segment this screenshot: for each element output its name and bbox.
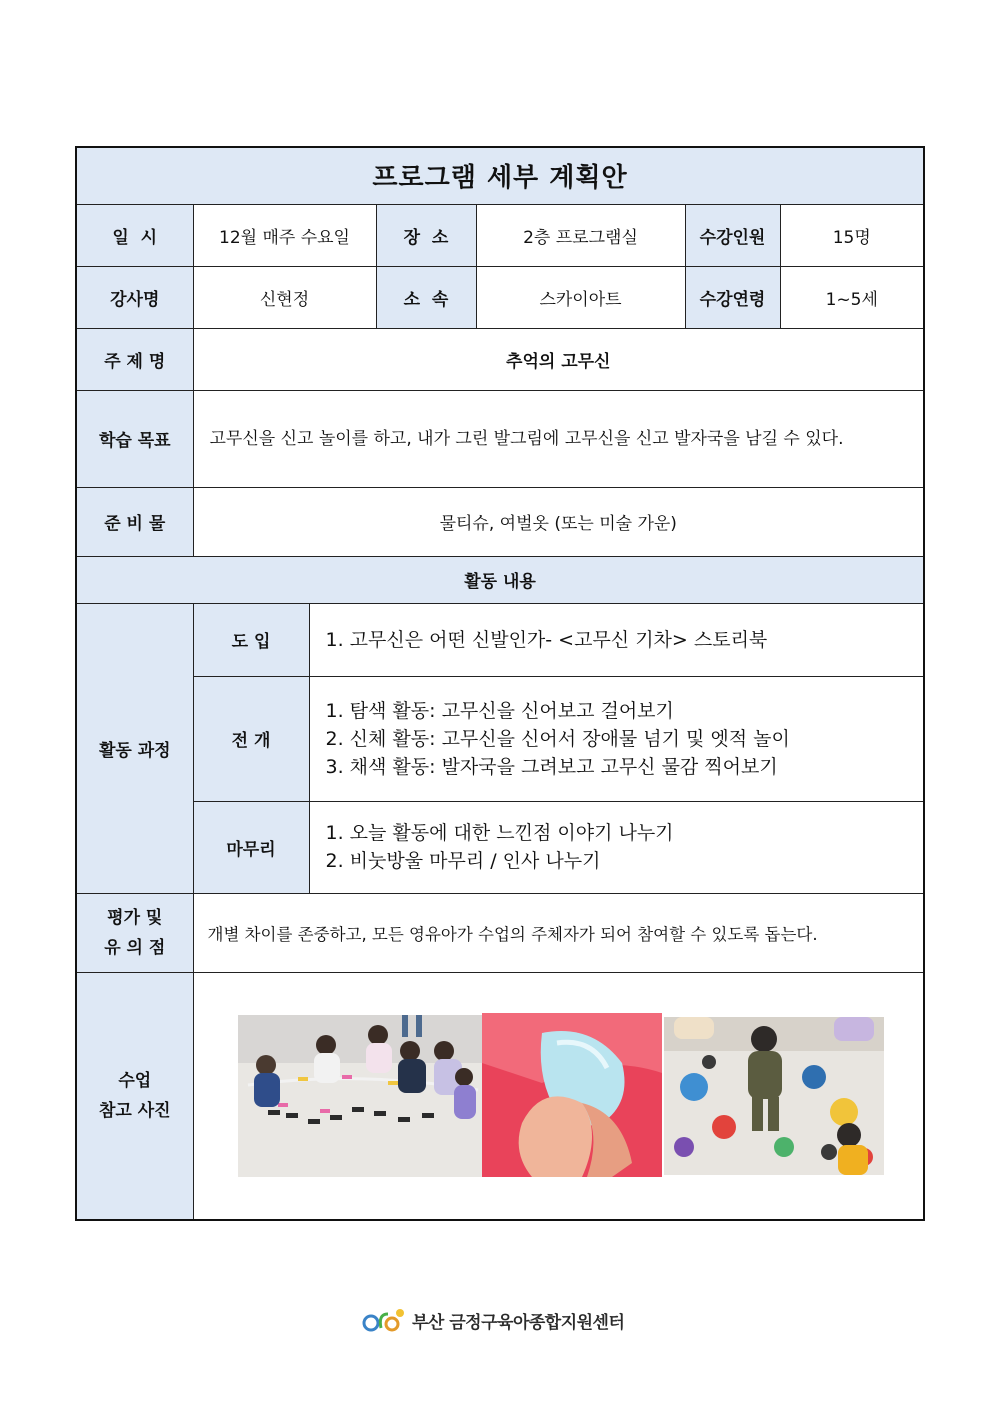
photos-cell [193, 972, 924, 1220]
develop-line: 3. 채색 활동: 발자국을 그려보고 고무신 물감 찍어보기 [325, 755, 778, 778]
count-value: 15명 [780, 204, 924, 266]
closing-line: 1. 오늘 활동에 대한 느낀점 이야기 나누기 [325, 822, 674, 844]
develop-line: 1. 탐색 활동: 고무신을 신어보고 걸어보기 [325, 699, 674, 722]
affiliation-label: 소 속 [376, 266, 476, 328]
intro-line: 1. 고무신은 어떤 신발인가- <고무신 기차> 스토리북 [325, 628, 768, 651]
plan-document [75, 146, 923, 1220]
teacher-label: 강사명 [76, 266, 193, 328]
footer [362, 1305, 624, 1335]
goal-value: 고무신을 신고 놀이를 하고, 내가 그린 발그림에 고무신을 신고 발자국을 남길 수 있다. [193, 390, 924, 487]
topic-value: 추억의 고무신 [193, 328, 924, 390]
place-value: 2층 프로그램실 [476, 204, 685, 266]
eval-label-line: 평가 및 [107, 907, 163, 928]
teacher-value: 신현정 [193, 266, 376, 328]
date-label: 일 시 [76, 204, 193, 266]
age-value: 1~5세 [780, 266, 924, 328]
date-value: 12월 매주 수요일 [193, 204, 376, 266]
closing-label: 마무리 [193, 801, 309, 893]
develop-label: 전 개 [193, 676, 309, 801]
eval-value: 개별 차이를 존중하고, 모든 영유아가 수업의 주체자가 되어 참여할 수 있도록 돕는다. [193, 893, 924, 972]
goal-label: 학습 목표 [76, 390, 193, 487]
photos-label-line: 참고 사진 [98, 1100, 171, 1121]
class-photo-shoe-train [238, 1015, 482, 1177]
photos-label [76, 972, 193, 1220]
develop-line: 2. 신체 활동: 고무신을 신어서 장애물 넘기 및 엣적 놀이 [325, 727, 790, 750]
closing-line: 2. 비눗방울 마무리 / 인사 나누기 [325, 850, 601, 872]
affiliation-value: 스카이아트 [476, 266, 685, 328]
eval-label-line: 유 의 점 [104, 937, 166, 958]
class-photo-baby-shoe [482, 1013, 662, 1177]
class-photo-painting [664, 1017, 884, 1175]
age-label: 수강연령 [685, 266, 780, 328]
center-logo-icon [362, 1306, 406, 1334]
count-label: 수강인원 [685, 204, 780, 266]
page-title: 프로그램 세부 계획안 [76, 147, 924, 204]
place-label: 장 소 [376, 204, 476, 266]
materials-label: 준 비 물 [76, 487, 193, 556]
closing-content [309, 801, 924, 893]
footer-org-name: 부산 금정구육아종합지원센터 [412, 1312, 625, 1333]
materials-value: 물티슈, 여벌옷 (또는 미술 가운) [193, 487, 924, 556]
intro-content [309, 603, 924, 676]
topic-label: 주 제 명 [76, 328, 193, 390]
develop-content [309, 676, 924, 801]
eval-label [76, 893, 193, 972]
process-label: 활동 과정 [76, 603, 193, 893]
plan-table [75, 146, 925, 1221]
activity-header: 활동 내용 [76, 556, 924, 603]
photos-label-line: 수업 [118, 1070, 152, 1091]
intro-label: 도 입 [193, 603, 309, 676]
